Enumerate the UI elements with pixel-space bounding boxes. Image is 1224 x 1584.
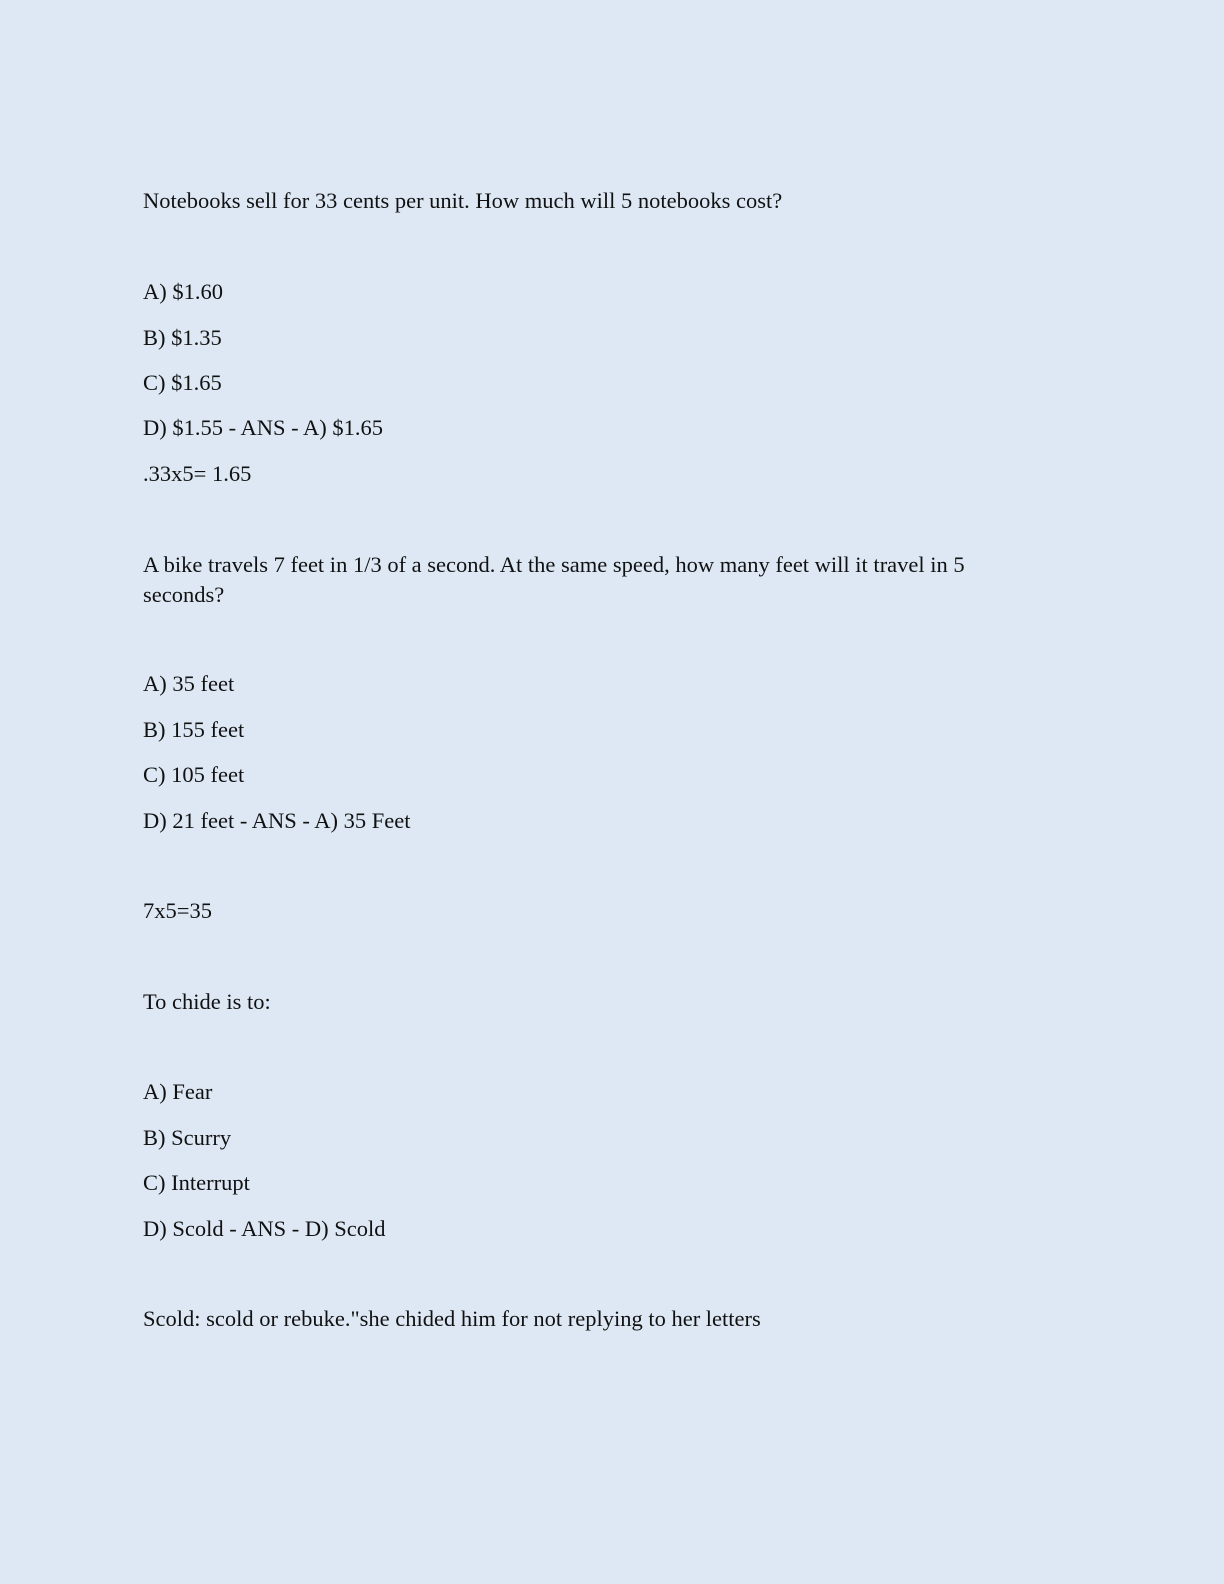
question-3-option-a: A) Fear <box>143 1079 213 1104</box>
question-2-option-a: A) 35 feet <box>143 671 235 696</box>
question-1-work: .33x5= 1.65 <box>143 461 252 486</box>
question-1-text: Notebooks sell for 33 cents per unit. How much will 5 notebooks cost? <box>143 188 783 213</box>
question-3-option-b: B) Scurry <box>143 1125 232 1150</box>
question-2-option-c: C) 105 feet <box>143 762 245 787</box>
question-3-option-d-answer: D) Scold - ANS - D) Scold <box>143 1216 386 1241</box>
question-2-work: 7x5=35 <box>143 898 212 923</box>
question-2-option-d-answer: D) 21 feet - ANS - A) 35 Feet <box>143 808 411 833</box>
question-3-explanation: Scold: scold or rebuke."she chided him for not replying to her letters <box>143 1306 761 1331</box>
question-1-option-d-answer: D) $1.55 - ANS - A) $1.65 <box>143 415 383 440</box>
question-1-option-c: C) $1.65 <box>143 370 222 395</box>
question-3-text: To chide is to: <box>143 989 271 1014</box>
question-1-option-a: A) $1.60 <box>143 279 223 304</box>
question-2-option-b: B) 155 feet <box>143 717 245 742</box>
question-2-text: A bike travels 7 feet in 1/3 of a second. At the same speed, how many feet will it travel in 5 seconds? <box>143 552 971 607</box>
question-3-option-c: C) Interrupt <box>143 1170 250 1195</box>
question-1-option-b: B) $1.35 <box>143 325 222 350</box>
